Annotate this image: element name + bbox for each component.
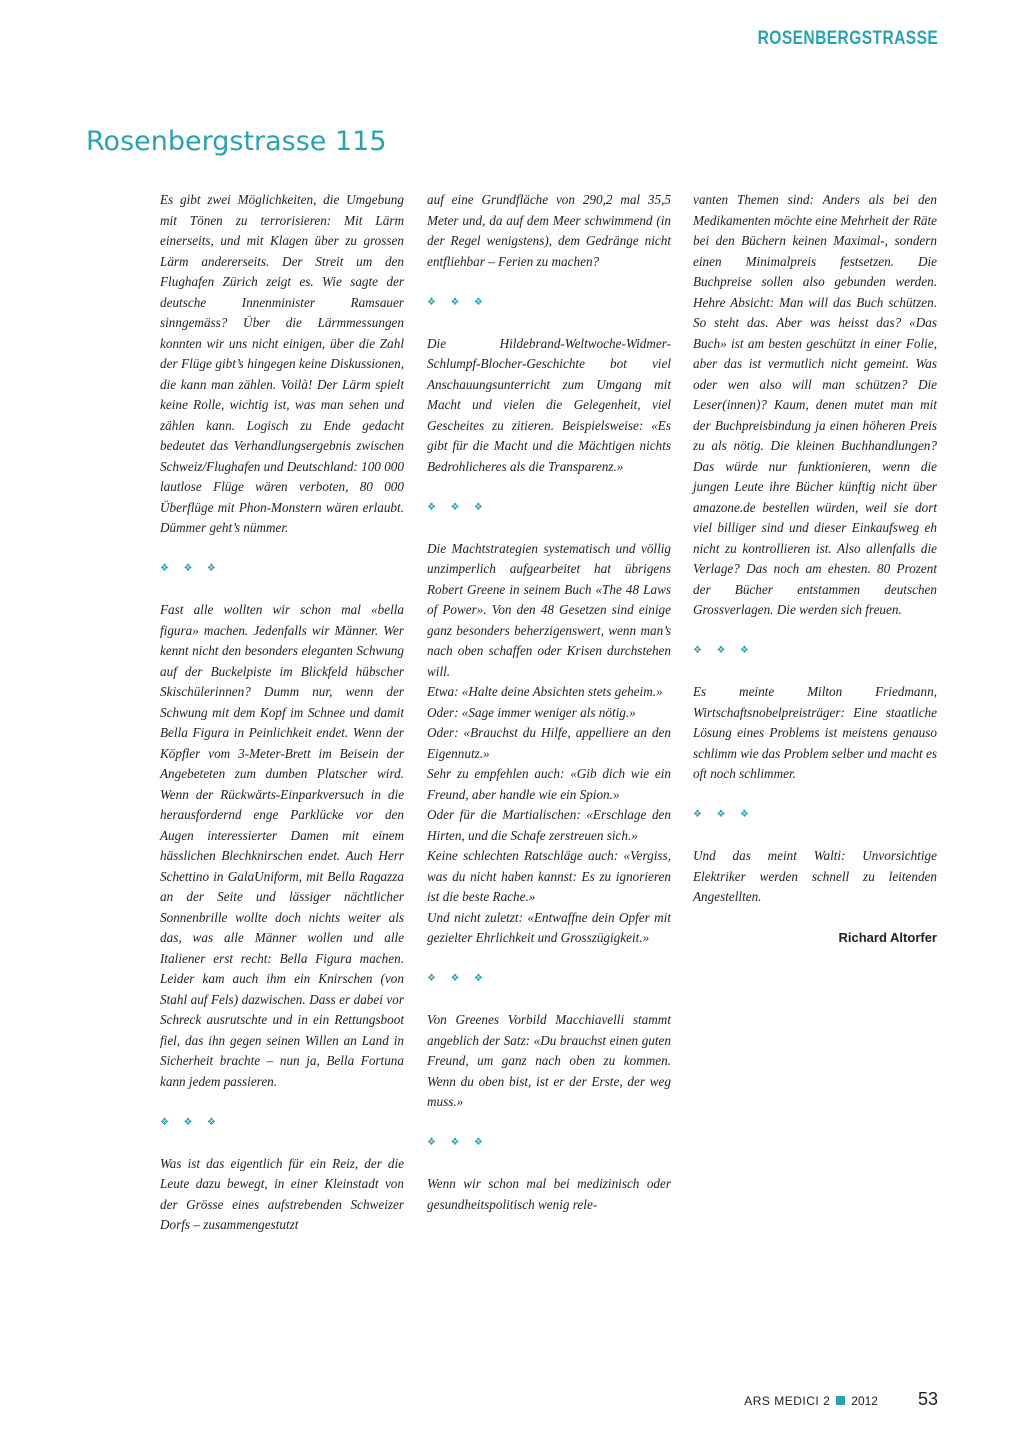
paragraph: Die Hildebrand-Weltwoche-Widmer-Schlumpf-Blocher-Geschichte bot viel Anschauungsunterricht zum Umgang mit Macht und vielen die Gelegenheit, viel Gescheites zu zitieren. Beispielsweise: «Es gibt für die Macht und die Mächtigen nichts Bedrohlicheres als die Transparenz.» (427, 335, 671, 474)
publication-name: ARS MEDICI 2 (744, 1394, 831, 1408)
section-divider: ❖ ❖ ❖ (693, 645, 755, 656)
paragraph: vanten Themen sind: Anders als bei den Medikamenten möchte eine Mehrheit der Räte bei den Büchern keinen Maximal-, sondern einen Minimalpreis festsetzen. Die Buchpreise sollen also gebunden werden. Hehre Absicht: Man will das Buch schützen. So steht das. Aber was heisst das? «Das Buch» ist am besten geschützt in einer Folie, aber das ist vermutlich nicht gemeint. Was oder wen also will man schützen? Die Leser(innen)? Kaum, denen mutet man mit der Buchpreisbindung ja einen höheren Preis zu als nötig. Die kleinen Buchhandlungen? Das würde nur funktionieren, wenn die jungen Leute ihre Bücher künftig nicht über amazone.de bestellen würden, weil sie dort viel billiger sind und dieser Einkaufsweg eh nicht zu kontrollieren ist. Also allenfalls die Verlage? Das noch am ehesten. 80 Prozent der Bücher entstammen deutschen Grossverlagen. Die werden sich freuen. (693, 192, 938, 617)
paragraph: Wenn wir schon mal bei medizinisch oder gesundheitspolitisch wenig rele- (427, 1176, 671, 1212)
section-divider: ❖ ❖ ❖ (160, 563, 222, 574)
paragraph: Und das meint Walti: Unvorsichtige Elektriker werden schnell zu leitenden Angestellten. (693, 848, 937, 904)
square-icon (836, 1396, 845, 1405)
paragraph: Fast alle wollten wir schon mal «bella figura» machen. Jedenfalls wir Männer. Wer kennt nicht den besonders eleganten Schwung auf der Buckelpiste im Blickfeld hübscher Skischülerinnen? Dumm nur, wenn der Schwung mit dem Kopf im Schnee und damit Bella Figura in Peinlichkeit endet. Wenn der Köpfler vom 3-Meter-Brett im Beisein der Angebeteten zum dumben Platscher wird. Wenn der Rückwärts-Einparkversuch in die herausfordernd enge Parklücke vor den Augen interessierter Damen mit einem hässlichen Blechknirschen endet. Auch Herr Schettino in GalaUniform, mit Bella Ragazza an der Seite und lässiger nächtlicher Sonnenbrille wollte doch nichts weiter als das, was alle Männer wollen und alle Italiener erst recht: Bella Figura machen. Leider kam auch ihm ein Knirschen (von Stahl auf Fels) dazwischen. Dass er dabei vor Schreck ausrutschte und in ein Rettungsboot fiel, das ihn gegen seinen Willen an Land in Sicherheit brachte – nun ja, Bella Fortuna kann jedem passieren. (160, 602, 404, 1089)
section-divider: ❖ ❖ ❖ (427, 296, 489, 308)
author-name: Richard Altorfer (838, 930, 937, 945)
paragraph: Und nicht zuletzt: «Entwaffne dein Opfer mit gezielter Ehrlichkeit und Grosszügigkeit.» (427, 909, 671, 945)
paragraph: Es meinte Milton Friedmann, Wirtschaftsnobelpreisträger: Eine staatliche Lösung eines Problems ist meistens genauso schlimm wie das Problem selber und macht es oft noch schlimmer. (693, 684, 937, 781)
article-title: Rosenbergstrasse 115 (86, 126, 387, 158)
section-divider: ❖ ❖ ❖ (427, 501, 489, 513)
paragraph: Es gibt zwei Möglichkeiten, die Umgebung mit Tönen zu terrorisieren: Mit Lärm einerseits, und mit Klagen über zu grossen Lärm andererseits. Der Streit um den Flughafen Zürich zeigt es. Wie sagte der deutsche Innenminister Ramsauer sinngemäss? Über die Lärmmessungen konnten wir uns nicht einigen, über die Zahl der Flüge gibt’s hingegen keine Diskussionen, die kann man zählen. Voilà! Der Lärm spielt keine Rolle, wichtig ist, was man sehen und zählen kann. Logisch zu Ende gedacht bedeutet das Verhandlungsergebnis zwischen Schweiz/Flughafen und Deutschland: 100 000 lautlose Flüge wären verboten, 80 000 Überflüge mit Phon-Monstern wären erlaubt. Dümmer geht’s nümmer. (160, 192, 404, 535)
paragraph: Etwa: «Halte deine Absichten stets geheim.» (427, 684, 663, 699)
paragraph: Die Machtstrategien systematisch und völlig unzimperlich aufgearbeitet hat übrigens Robert Greene in seinem Buch «The 48 Laws of Power». Von den 48 Gesetzen sind einige ganz besonders beherzigenswert, wenn man’s nach oben schaffen oder Krisen durchstehen will. (427, 540, 671, 679)
paragraph: Von Greenes Vorbild Macchiavelli stammt angeblich der Satz: «Du brauchst einen guten Freund, um ganz nach oben zu kommen. Wenn du oben bist, ist er der Erste, der weg muss.» (427, 1012, 671, 1109)
paragraph: Sehr zu empfehlen auch: «Gib dich wie ein Freund, aber handle wie ein Spion.» (427, 766, 671, 802)
section-divider: ❖ ❖ ❖ (427, 973, 489, 984)
paragraph: Oder für die Martialischen: «Erschlage den Hirten, und die Schafe zerstreuen sich.» (427, 807, 671, 843)
paragraph: Keine schlechten Ratschläge auch: «Vergiss, was du nicht haben kannst: Es zu ignorieren ist die beste Rache.» (427, 848, 671, 904)
section-divider: ❖ ❖ ❖ (427, 1137, 489, 1148)
text-column-3 (693, 190, 937, 949)
paragraph: auf eine Grundfläche von 290,2 mal 35,5 Meter und, da auf dem Meer schwimmend (in der Regel wenigstens), dem Gedränge nicht entfliehbar – Ferien zu machen? (427, 192, 671, 269)
section-divider: ❖ ❖ ❖ (160, 1116, 222, 1128)
section-divider: ❖ ❖ ❖ (693, 809, 755, 820)
paragraph: Oder: «Brauchst du Hilfe, appelliere an den Eigennutz.» (427, 725, 671, 761)
page-footer (744, 1389, 938, 1410)
page-number: 53 (917, 1389, 938, 1409)
section-header: ROSENBERGSTRASSE (757, 28, 938, 49)
paragraph: Oder: «Sage immer weniger als nötig.» (427, 704, 636, 720)
text-column-1 (160, 190, 404, 1236)
text-column-2 (427, 190, 671, 1215)
publication-year: 2012 (851, 1394, 878, 1408)
paragraph: Was ist das eigentlich für ein Reiz, der die Leute dazu bewegt, in einer Kleinstadt von der Grösse eines aufstrebenden Schweizer Dorfs – zusammengestutzt (160, 1155, 404, 1232)
